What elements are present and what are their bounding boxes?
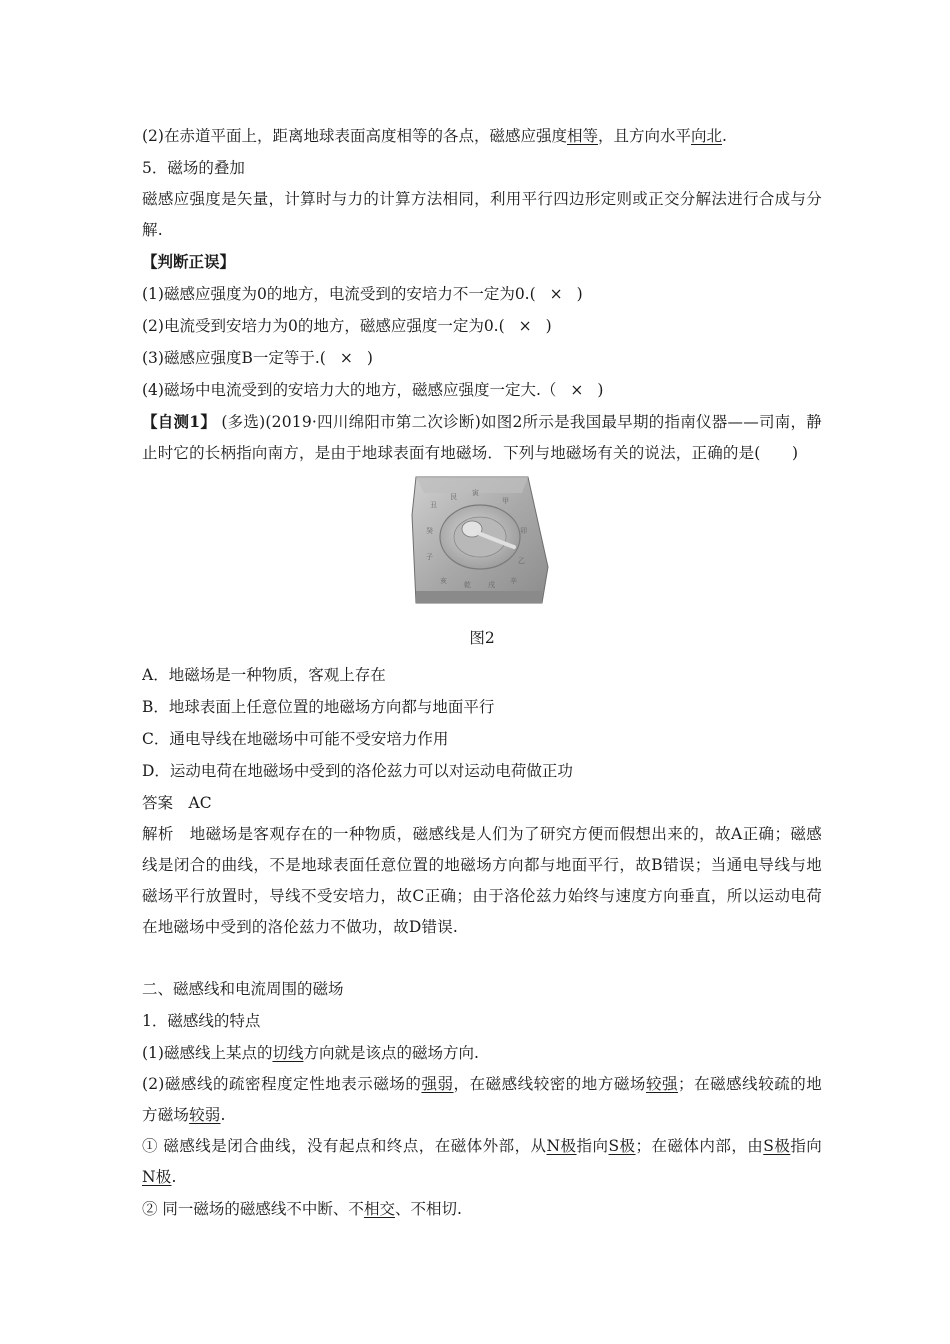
svg-text:戌: 戌 <box>488 581 495 589</box>
svg-text:辛: 辛 <box>510 577 517 585</box>
paragraph-no-intersect: ② 同一磁场的磁感线不中断、不相交、不相切. <box>142 1200 462 1218</box>
document-page <box>142 118 822 1225</box>
judge-item: (4)磁场中电流受到的安培力大的地方，磁感应强度一定大.（ × ) <box>142 381 604 399</box>
figure-compass <box>142 475 822 623</box>
text: . <box>722 127 727 145</box>
cross-mark: × <box>339 349 353 367</box>
underlined-answer: 强弱 <box>421 1075 454 1093</box>
svg-text:子: 子 <box>426 553 433 561</box>
paragraph-tangent: (1)磁感线上某点的切线方向就是该点的磁场方向. <box>142 1044 479 1062</box>
paragraph-density: (2)磁感线的疏密程度定性地表示磁场的强弱，在磁感线较密的地方磁场较强；在磁感线较疏的地方磁场较弱. <box>142 1075 823 1124</box>
underlined-answer: S极 <box>608 1137 636 1155</box>
paragraph-superposition: 磁感应强度是矢量，计算时与力的计算方法相同，利用平行四边形定则或正交分解法进行合成与分解. <box>142 190 822 239</box>
underlined-answer: 较弱 <box>189 1106 221 1124</box>
text: ，且方向水平 <box>597 127 691 145</box>
svg-text:寅: 寅 <box>472 489 479 497</box>
judge-item: (3)磁感应强度B一定等于.( × ) <box>142 349 373 367</box>
option-c: C．通电导线在地磁场中可能不受安培力作用 <box>142 730 449 748</box>
svg-text:卯: 卯 <box>520 527 527 535</box>
paragraph-equator-field <box>142 120 822 152</box>
selftest-label: 【自测1】 <box>142 412 217 431</box>
underlined-answer: N极 <box>142 1168 172 1186</box>
underlined-answer: 向北 <box>691 127 723 145</box>
judge-item: (1)磁感应强度为0的地方，电流受到的安培力不一定为0.( × ) <box>142 285 583 303</box>
cross-mark: × <box>549 285 563 303</box>
underlined-answer: 切线 <box>272 1044 304 1062</box>
svg-text:艮: 艮 <box>450 493 457 501</box>
svg-text:甲: 甲 <box>502 497 509 505</box>
cross-mark: × <box>518 317 532 335</box>
selftest-body: (多选)(2019·四川绵阳市第二次诊断)如图2所示是我国最早期的指南仪器——司南，静止时它的长柄指向南方，是由于地球表面有地磁场．下列与地磁场有关的说法，正确的是( ) <box>142 413 822 462</box>
underlined-answer: 相等 <box>566 127 598 145</box>
option-b: B．地球表面上任意位置的地磁场方向都与地面平行 <box>142 698 495 716</box>
subheading-field-lines: 1．磁感线的特点 <box>142 1012 261 1030</box>
svg-text:癸: 癸 <box>426 527 433 535</box>
option-d: D．运动电荷在地磁场中受到的洛伦兹力可以对运动电荷做正功 <box>142 762 573 780</box>
judge-title: 【判断正误】 <box>142 252 236 271</box>
selftest-question <box>142 406 822 469</box>
judge-item: (2)电流受到安培力为0的地方，磁感应强度一定为0.( × ) <box>142 317 552 335</box>
svg-text:乾: 乾 <box>464 581 471 589</box>
underlined-answer: N极 <box>546 1137 577 1155</box>
svg-text:乙: 乙 <box>518 557 525 565</box>
answer: 答案 AC <box>142 794 212 812</box>
section-gap <box>142 943 822 973</box>
svg-text:丑: 丑 <box>430 501 437 509</box>
text: (2)在赤道平面上，距离地球表面高度相等的各点，磁感应强度 <box>142 127 567 145</box>
paragraph-closed-curve: ① 磁感线是闭合曲线，没有起点和终点，在磁体外部，从N极指向S极；在磁体内部，由S极指向N极. <box>142 1137 822 1186</box>
cross-mark: × <box>570 381 584 399</box>
underlined-answer: 相交 <box>363 1200 395 1218</box>
option-a: A．地磁场是一种物质，客观上存在 <box>142 666 386 684</box>
heading-superposition: 5．磁场的叠加 <box>142 159 245 177</box>
underlined-answer: S极 <box>763 1137 791 1155</box>
underlined-answer: 较强 <box>645 1075 679 1093</box>
sinan-compass-image <box>410 475 550 609</box>
figure-caption: 图2 <box>469 629 495 647</box>
svg-text:亥: 亥 <box>440 577 447 585</box>
section-title: 二、磁感线和电流周围的磁场 <box>142 980 344 998</box>
analysis: 解析 地磁场是客观存在的一种物质，磁感线是人们为了研究方便而假想出来的，故A正确；磁感线是闭合的曲线，不是地球表面任意位置的地磁场方向都与地面平行，故B错误；当通电导线与地磁场平行放置时，导线不受安培力，故C正确；由于洛伦兹力始终与速度方向垂直，所以运动电荷在地磁场中受到的洛伦兹力不做功，故D错误. <box>142 825 822 936</box>
